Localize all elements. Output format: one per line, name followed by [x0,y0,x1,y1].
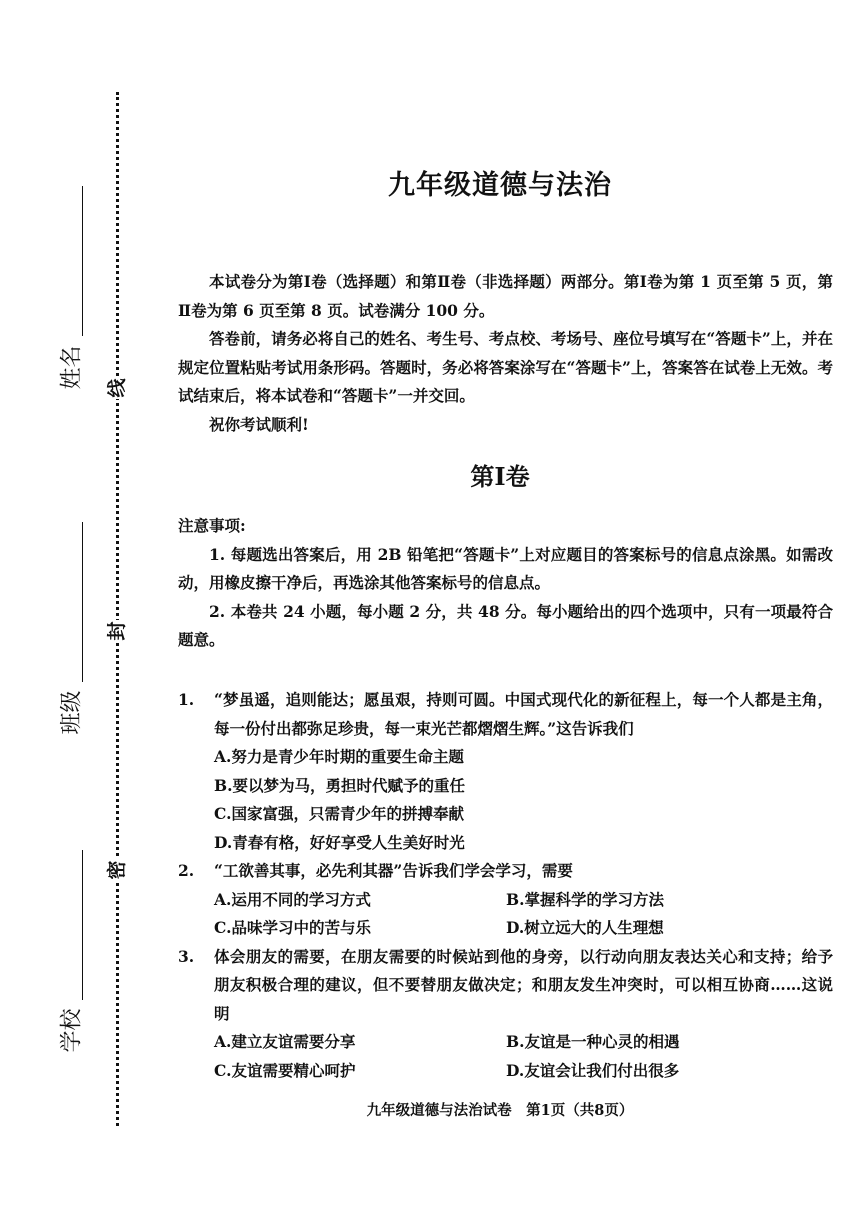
question-number: 1. [178,690,195,709]
question-stem: 体会朋友的需要，在朋友需要的时候站到他的身旁，以行动向朋友表达关心和支持；给予朋友积极合理的建议，但不要替朋友做决定；和朋友发生冲突时，可以相互协商……这说明 [214,946,833,1023]
page-footer: 九年级道德与法治试卷 第1页（共8页） [366,1102,634,1119]
option-a[interactable]: A.努力是青少年时期的重要生命主题 [214,747,464,766]
question-2 [178,857,833,943]
question-number: 3. [178,946,195,966]
option-a[interactable]: A.建立友谊需要分享 [214,1032,356,1051]
good-luck-text: 祝你考试顺利! [209,414,309,434]
option-row [214,1028,833,1057]
exam-title: 九年级道德与法治 [388,170,612,201]
seal-char-feng: 封 [106,621,128,641]
question-list [178,686,833,1085]
question-stem: “梦虽遥，追则能达；愿虽艰，持则可圆。中国式现代化的新征程上，每一个人都是主角，每一份付出都弥足珍贵，每一束光芒都熠熠生辉。”这告诉我们 [214,690,833,738]
seal-char-xian: 线 [106,378,128,398]
school-field-label: 学校 [59,1008,85,1053]
option-b[interactable]: B.友谊是一种心灵的相遇 [506,1032,680,1051]
name-field-label: 姓名 [59,345,85,390]
school-field-line[interactable] [82,850,83,1000]
question-3 [178,943,833,1086]
section-title: 第Ⅰ卷 [470,462,530,491]
option-row [214,886,833,915]
name-field-line[interactable] [82,186,83,336]
option-b[interactable]: B.掌握科学的学习方法 [506,889,664,909]
option-row [214,914,833,943]
seal-char-mi: 密 [106,860,128,880]
notes-block [178,512,833,655]
instructions-paragraph: 答卷前，请务必将自己的姓名、考生号、考点校、考场号、座位号填写在“答题卡”上，并在规定位置粘贴考试用条形码。答题时，务必将答案涂写在“答题卡”上，答案答在试卷上无效。考试结束后，将本试卷和“答题卡”一并交回。 [178,329,833,405]
option-c[interactable]: C.友谊需要精心呵护 [214,1060,356,1080]
option-a[interactable]: A.运用不同的学习方式 [214,889,371,909]
option-row [214,1057,833,1086]
option-c[interactable]: C.国家富强，只需青少年的拼搏奉献 [214,804,464,823]
option-d[interactable]: D.友谊会让我们付出很多 [506,1060,680,1080]
question-stem: “工欲善其事，必先利其器”告诉我们学会学习，需要 [214,861,573,880]
note-item: 1. 每题选出答案后，用 2B 铅笔把“答题卡”上对应题目的答案标号的信息点涂黑。如需改动，用橡皮擦干净后，再选涂其他答案标号的信息点。 [178,544,833,592]
instructions-paragraph: 本试卷分为第Ⅰ卷（选择题）和第Ⅱ卷（非选择题）两部分。第Ⅰ卷为第 1 页至第 5 页，第Ⅱ卷为第 6 页至第 8 页。试卷满分 100 分。 [178,272,833,320]
binding-dotted-line [116,92,119,1126]
option-b[interactable]: B.要以梦为马，勇担时代赋予的重任 [214,775,465,795]
exam-instructions [178,268,833,439]
notes-heading: 注意事项: [178,516,246,535]
question-1 [178,686,833,857]
note-item: 2. 本卷共 24 小题，每小题 2 分，共 48 分。每小题给出的四个选项中，只有一项最符合题意。 [178,601,833,649]
question-number: 2. [178,861,195,880]
option-d[interactable]: D.青春有格，好好享受人生美好时光 [214,832,465,852]
class-field-line[interactable] [82,522,83,682]
class-field-label: 班级 [59,690,85,735]
option-c[interactable]: C.品味学习中的苦与乐 [214,918,371,937]
option-d[interactable]: D.树立远大的人生理想 [506,918,664,937]
